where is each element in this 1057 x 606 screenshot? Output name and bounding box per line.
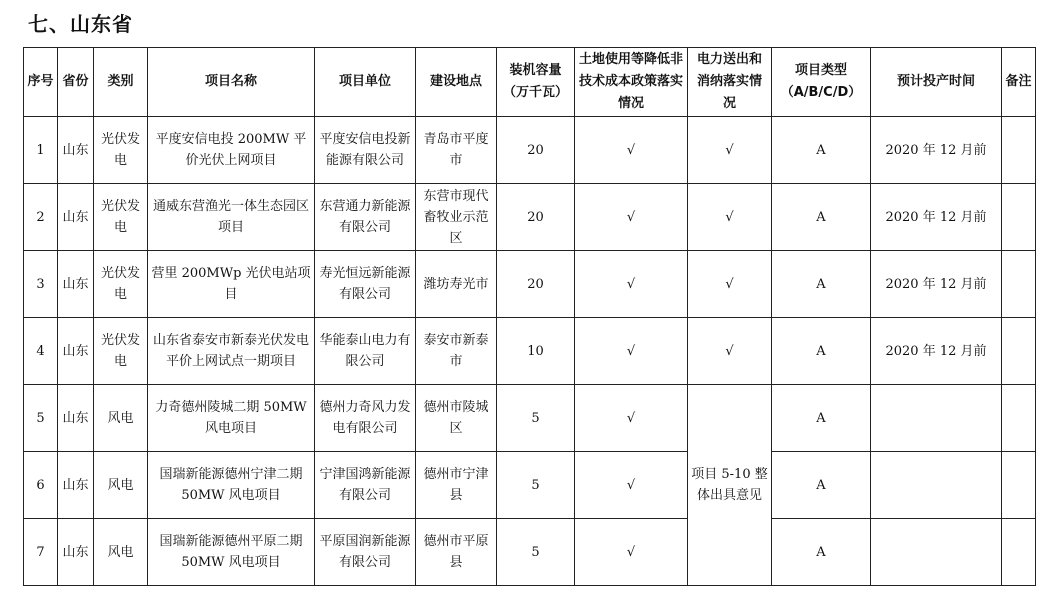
cell-project-name: 国瑞新能源德州平原二期 50MW 风电项目 xyxy=(148,519,315,586)
header-unit: 项目单位 xyxy=(315,48,416,117)
cell-power-check: √ xyxy=(688,117,772,184)
table-row xyxy=(24,184,1036,251)
cell-land-check: √ xyxy=(575,452,688,519)
header-land: 土地使用等降低非技术成本政策落实情况 xyxy=(575,48,688,117)
cell-location: 德州市宁津县 xyxy=(416,452,497,519)
cell-land-check: √ xyxy=(575,519,688,586)
cell-category: 光伏发电 xyxy=(94,251,148,318)
cell-location: 潍坊寿光市 xyxy=(416,251,497,318)
cell-remark xyxy=(1002,117,1036,184)
cell-category: 风电 xyxy=(94,519,148,586)
cell-seq: 2 xyxy=(24,184,58,251)
cell-project-unit: 宁津国鸿新能源有限公司 xyxy=(315,452,416,519)
cell-seq: 5 xyxy=(24,385,58,452)
cell-type: A xyxy=(772,184,871,251)
cell-seq: 4 xyxy=(24,318,58,385)
cell-location: 德州市平原县 xyxy=(416,519,497,586)
cell-seq: 3 xyxy=(24,251,58,318)
header-category: 类别 xyxy=(94,48,148,117)
header-location: 建设地点 xyxy=(416,48,497,117)
cell-time: 2020 年 12 月前 xyxy=(871,251,1002,318)
header-capacity: 装机容量（万千瓦） xyxy=(497,48,575,117)
header-power: 电力送出和消纳落实情况 xyxy=(688,48,772,117)
cell-capacity: 10 xyxy=(497,318,575,385)
cell-remark xyxy=(1002,385,1036,452)
cell-project-unit: 平原国润新能源有限公司 xyxy=(315,519,416,586)
header-name: 项目名称 xyxy=(148,48,315,117)
header-seq: 序号 xyxy=(24,48,58,117)
cell-project-unit: 寿光恒远新能源有限公司 xyxy=(315,251,416,318)
cell-time: 2020 年 12 月前 xyxy=(871,318,1002,385)
cell-category: 风电 xyxy=(94,452,148,519)
cell-province: 山东 xyxy=(58,251,94,318)
table-row xyxy=(24,452,1036,519)
cell-remark xyxy=(1002,184,1036,251)
cell-project-name: 营里 200MWp 光伏电站项目 xyxy=(148,251,315,318)
cell-province: 山东 xyxy=(58,318,94,385)
cell-type: A xyxy=(772,117,871,184)
cell-remark xyxy=(1002,452,1036,519)
header-type: 项目类型（A/B/C/D） xyxy=(772,48,871,117)
cell-capacity: 20 xyxy=(497,117,575,184)
cell-seq: 6 xyxy=(24,452,58,519)
cell-capacity: 5 xyxy=(497,452,575,519)
cell-category: 光伏发电 xyxy=(94,318,148,385)
table-row xyxy=(24,318,1036,385)
cell-project-name: 力奇德州陵城二期 50MW 风电项目 xyxy=(148,385,315,452)
cell-land-check: √ xyxy=(575,117,688,184)
merged-power-note: 项目 5-10 整体出具意见 xyxy=(688,385,772,586)
cell-land-check: √ xyxy=(575,318,688,385)
cell-type: A xyxy=(772,385,871,452)
cell-land-check: √ xyxy=(575,385,688,452)
cell-capacity: 5 xyxy=(497,519,575,586)
cell-project-name: 平度安信电投 200MW 平价光伏上网项目 xyxy=(148,117,315,184)
cell-category: 光伏发电 xyxy=(94,117,148,184)
cell-project-name: 山东省泰安市新泰光伏发电平价上网试点一期项目 xyxy=(148,318,315,385)
cell-land-check: √ xyxy=(575,184,688,251)
cell-remark xyxy=(1002,519,1036,586)
table-row xyxy=(24,385,1036,452)
cell-type: A xyxy=(772,519,871,586)
cell-seq: 1 xyxy=(24,117,58,184)
cell-category: 风电 xyxy=(94,385,148,452)
cell-power-check: √ xyxy=(688,251,772,318)
cell-remark xyxy=(1002,251,1036,318)
section-title: 七、山东省 xyxy=(28,12,133,36)
table-row xyxy=(24,117,1036,184)
cell-location: 德州市陵城区 xyxy=(416,385,497,452)
cell-project-unit: 华能泰山电力有限公司 xyxy=(315,318,416,385)
cell-province: 山东 xyxy=(58,452,94,519)
cell-time: 2020 年 12 月前 xyxy=(871,184,1002,251)
header-row xyxy=(24,48,1036,117)
cell-time: 2020 年 12 月前 xyxy=(871,117,1002,184)
cell-seq: 7 xyxy=(24,519,58,586)
cell-province: 山东 xyxy=(58,184,94,251)
table-row xyxy=(24,251,1036,318)
cell-type: A xyxy=(772,452,871,519)
cell-province: 山东 xyxy=(58,519,94,586)
cell-capacity: 20 xyxy=(497,251,575,318)
cell-location: 泰安市新泰市 xyxy=(416,318,497,385)
cell-remark xyxy=(1002,318,1036,385)
cell-project-unit: 东营通力新能源有限公司 xyxy=(315,184,416,251)
cell-time xyxy=(871,385,1002,452)
project-table xyxy=(23,47,1036,586)
cell-project-name: 国瑞新能源德州宁津二期 50MW 风电项目 xyxy=(148,452,315,519)
table-row xyxy=(24,519,1036,586)
cell-project-name: 通威东营渔光一体生态园区项目 xyxy=(148,184,315,251)
cell-location: 青岛市平度市 xyxy=(416,117,497,184)
header-remark: 备注 xyxy=(1002,48,1036,117)
cell-project-unit: 平度安信电投新能源有限公司 xyxy=(315,117,416,184)
cell-capacity: 5 xyxy=(497,385,575,452)
cell-project-unit: 德州力奇风力发电有限公司 xyxy=(315,385,416,452)
cell-power-check: √ xyxy=(688,318,772,385)
cell-type: A xyxy=(772,251,871,318)
header-province: 省份 xyxy=(58,48,94,117)
cell-type: A xyxy=(772,318,871,385)
cell-capacity: 20 xyxy=(497,184,575,251)
cell-location: 东营市现代畜牧业示范区 xyxy=(416,184,497,251)
cell-power-check: √ xyxy=(688,184,772,251)
header-time: 预计投产时间 xyxy=(871,48,1002,117)
cell-land-check: √ xyxy=(575,251,688,318)
cell-category: 光伏发电 xyxy=(94,184,148,251)
cell-province: 山东 xyxy=(58,117,94,184)
cell-time xyxy=(871,452,1002,519)
cell-province: 山东 xyxy=(58,385,94,452)
cell-time xyxy=(871,519,1002,586)
